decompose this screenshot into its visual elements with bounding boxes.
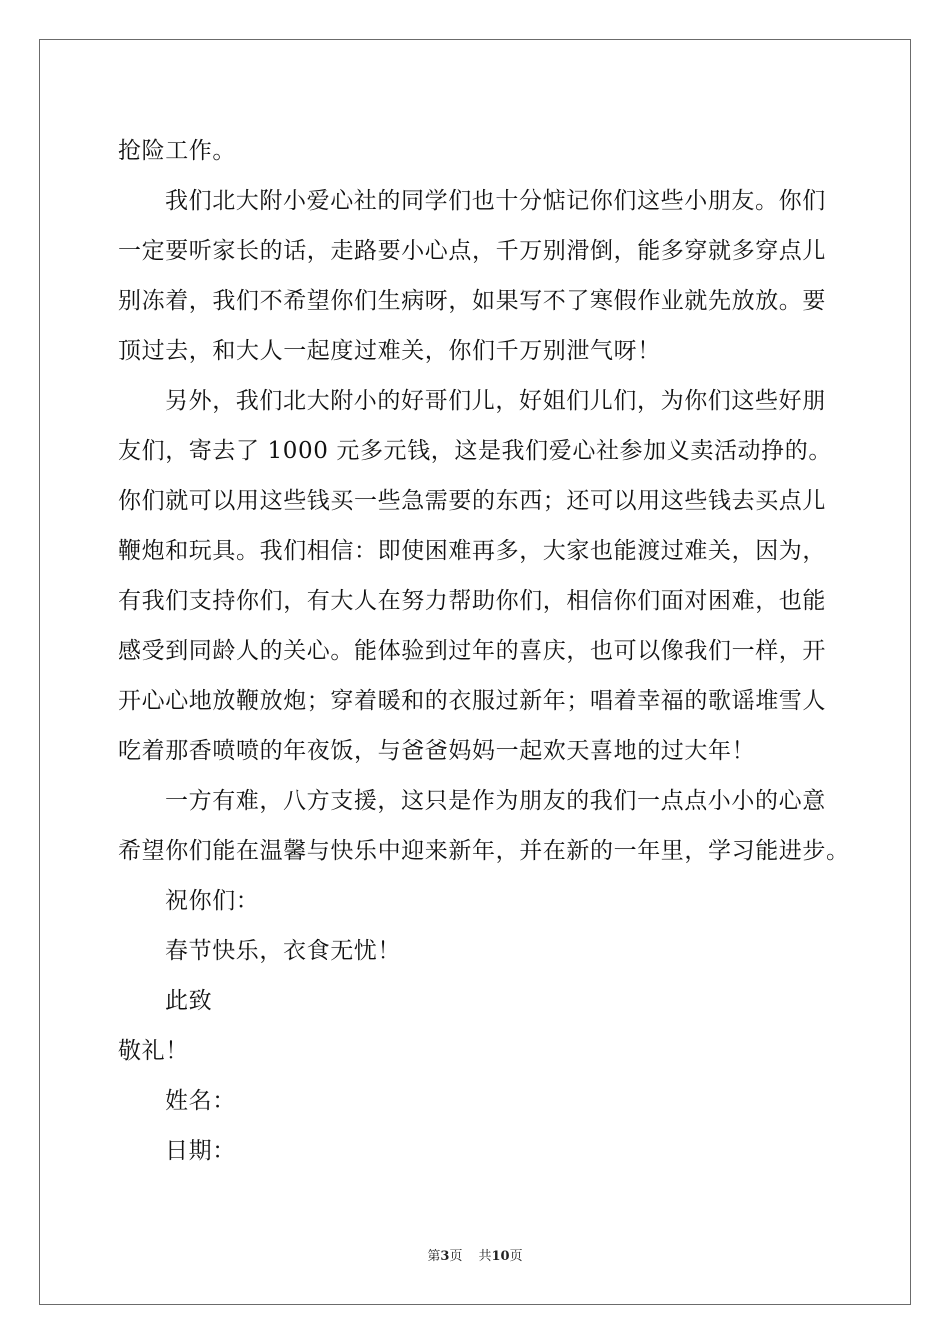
salute-line: 敬礼！	[118, 1038, 189, 1064]
closing-line: 此致	[165, 988, 213, 1014]
text-line: 有我们支持你们，有大人在努力帮助你们，相信你们面对困难，也能	[118, 588, 826, 614]
text-line: 一定要听家长的话，走路要小心点，千万别滑倒，能多穿就多穿点儿	[118, 238, 826, 264]
page-number: 3	[440, 1249, 450, 1264]
total-pages: 10	[491, 1249, 510, 1264]
page-prefix: 第	[427, 1249, 441, 1264]
date-field-label: 日期：	[165, 1138, 236, 1164]
page-footer	[0, 1248, 950, 1266]
text-line: 鞭炮和玩具。我们相信：即使困难再多，大家也能渡过难关，因为，	[118, 538, 826, 564]
text-line: 你们就可以用这些钱买一些急需要的东西；还可以用这些钱去买点儿	[118, 488, 826, 514]
text-line: 我们北大附小爱心社的同学们也十分惦记你们这些小朋友。你们	[165, 188, 826, 214]
total-prefix: 共	[478, 1249, 492, 1264]
name-field-label: 姓名：	[165, 1088, 236, 1114]
text-line: 别冻着，我们不希望你们生病呀，如果写不了寒假作业就先放放。要	[118, 288, 826, 314]
text-line: 友们，寄去了 1000 元多元钱，这是我们爱心社参加义卖活动挣的。	[118, 438, 832, 464]
wish-line: 春节快乐，衣食无忧！	[165, 938, 401, 964]
text-line: 希望你们能在温馨与快乐中迎来新年，并在新的一年里，学习能进步。	[118, 838, 850, 864]
text-line: 感受到同龄人的关心。能体验到过年的喜庆，也可以像我们一样，开	[118, 638, 826, 664]
text-line: 一方有难，八方支援，这只是作为朋友的我们一点点小小的心意	[165, 788, 826, 814]
greeting-line: 祝你们：	[165, 888, 260, 914]
text-line: 开心心地放鞭放炮；穿着暖和的衣服过新年；唱着幸福的歌谣堆雪人	[118, 688, 826, 714]
text-line: 抢险工作。	[118, 138, 236, 164]
total-suffix: 页	[509, 1249, 523, 1264]
text-line: 顶过去，和大人一起度过难关，你们千万别泄气呀！	[118, 338, 661, 364]
text-line: 另外，我们北大附小的好哥们儿，好姐们儿们，为你们这些好朋	[165, 388, 826, 414]
page-suffix: 页	[449, 1249, 463, 1264]
text-line: 吃着那香喷喷的年夜饭，与爸爸妈妈一起欢天喜地的过大年！	[118, 738, 756, 764]
